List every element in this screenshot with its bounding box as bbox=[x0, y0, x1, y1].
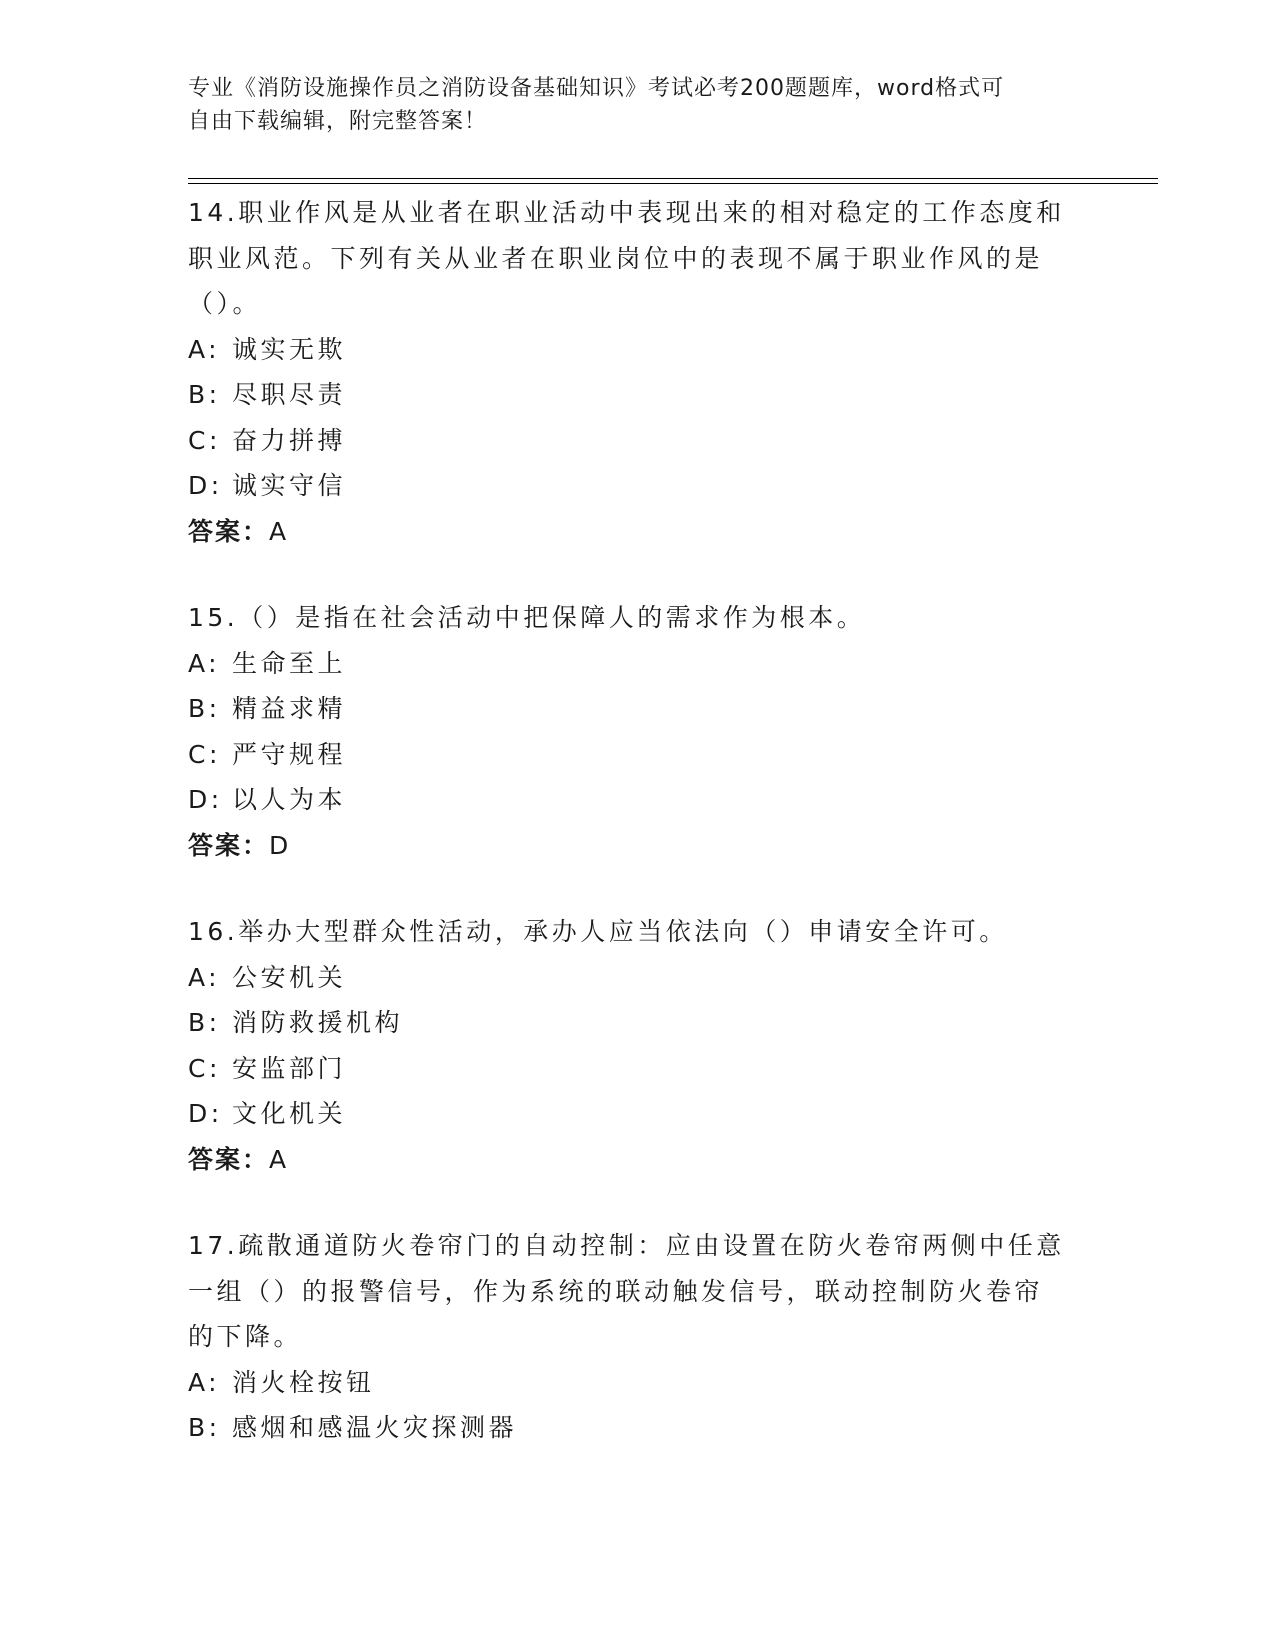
question-17 bbox=[188, 1223, 1068, 1451]
option-letter: B: bbox=[188, 1413, 221, 1442]
option-letter: C: bbox=[188, 739, 221, 769]
option-letter: D: bbox=[188, 471, 223, 500]
header-line-2: 自由下载编辑，附完整答案！ bbox=[188, 109, 488, 134]
option-b bbox=[188, 686, 1068, 732]
option-text: 安监部门 bbox=[232, 1053, 347, 1083]
option-c bbox=[188, 418, 1068, 464]
option-letter: C: bbox=[188, 1053, 221, 1083]
question-stem: 15.（）是指在社会活动中把保障人的需求作为根本。 bbox=[188, 603, 866, 632]
option-text: 消防救援机构 bbox=[232, 1008, 404, 1037]
option-text: 精益求精 bbox=[232, 694, 347, 723]
header-divider-bottom bbox=[188, 183, 1158, 184]
option-d bbox=[188, 463, 1068, 509]
option-letter: B: bbox=[188, 694, 221, 723]
option-letter: D: bbox=[188, 1099, 223, 1128]
option-a bbox=[188, 327, 1068, 373]
option-letter: A: bbox=[188, 1367, 221, 1397]
option-text: 严守规程 bbox=[232, 739, 347, 769]
option-text: 诚实守信 bbox=[232, 471, 347, 500]
option-text: 奋力拼搏 bbox=[232, 425, 347, 455]
answer-line bbox=[188, 509, 1068, 555]
option-b bbox=[188, 1405, 1068, 1451]
option-letter: D: bbox=[188, 785, 223, 814]
option-text: 诚实无欺 bbox=[232, 334, 347, 364]
option-c bbox=[188, 732, 1068, 778]
answer-line bbox=[188, 823, 1068, 869]
option-letter: A: bbox=[188, 648, 221, 678]
option-text: 尽职尽责 bbox=[232, 380, 347, 409]
option-letter: B: bbox=[188, 1008, 221, 1037]
question-list bbox=[188, 190, 1068, 1451]
header-divider-top bbox=[188, 178, 1158, 179]
option-d bbox=[188, 777, 1068, 823]
question-16 bbox=[188, 909, 1068, 1182]
option-letter: A: bbox=[188, 334, 221, 364]
option-d bbox=[188, 1091, 1068, 1137]
option-letter: B: bbox=[188, 380, 221, 409]
option-text: 文化机关 bbox=[232, 1099, 347, 1128]
option-b bbox=[188, 372, 1068, 418]
option-a bbox=[188, 641, 1068, 687]
answer-value: A bbox=[269, 516, 289, 546]
answer-value: D bbox=[269, 830, 291, 860]
option-a bbox=[188, 1360, 1068, 1406]
option-text: 以人为本 bbox=[232, 785, 347, 814]
question-stem: 16.举办大型群众性活动，承办人应当依法向（）申请安全许可。 bbox=[188, 917, 1008, 946]
spacer bbox=[188, 554, 1068, 595]
option-letter: C: bbox=[188, 425, 221, 455]
option-c bbox=[188, 1046, 1068, 1092]
spacer bbox=[188, 1182, 1068, 1223]
question-15 bbox=[188, 595, 1068, 868]
option-letter: A: bbox=[188, 962, 221, 992]
option-text: 感烟和感温火灾探测器 bbox=[232, 1413, 518, 1442]
document-header bbox=[188, 72, 1088, 138]
question-stem: 17.疏散通道防火卷帘门的自动控制：应由设置在防火卷帘两侧中任意一组（）的报警信号，作为系统的联动触发信号，联动控制防火卷帘的下降。 bbox=[188, 1231, 1065, 1351]
option-text: 消火栓按钮 bbox=[232, 1367, 375, 1397]
answer-value: A bbox=[269, 1144, 289, 1174]
answer-label: 答案： bbox=[188, 830, 270, 860]
option-text: 公安机关 bbox=[232, 962, 347, 992]
header-line-1: 专业《消防设施操作员之消防设备基础知识》考试必考200题题库，word格式可 bbox=[188, 76, 1005, 101]
answer-line bbox=[188, 1137, 1068, 1183]
option-a bbox=[188, 955, 1068, 1001]
question-14 bbox=[188, 190, 1068, 554]
option-b bbox=[188, 1000, 1068, 1046]
answer-label: 答案： bbox=[188, 1144, 270, 1174]
option-text: 生命至上 bbox=[232, 648, 347, 678]
answer-label: 答案： bbox=[188, 516, 270, 546]
question-stem: 14.职业作风是从业者在职业活动中表现出来的相对稳定的工作态度和职业风范。下列有关从业者在职业岗位中的表现不属于职业作风的是（）。 bbox=[188, 198, 1065, 318]
spacer bbox=[188, 868, 1068, 909]
